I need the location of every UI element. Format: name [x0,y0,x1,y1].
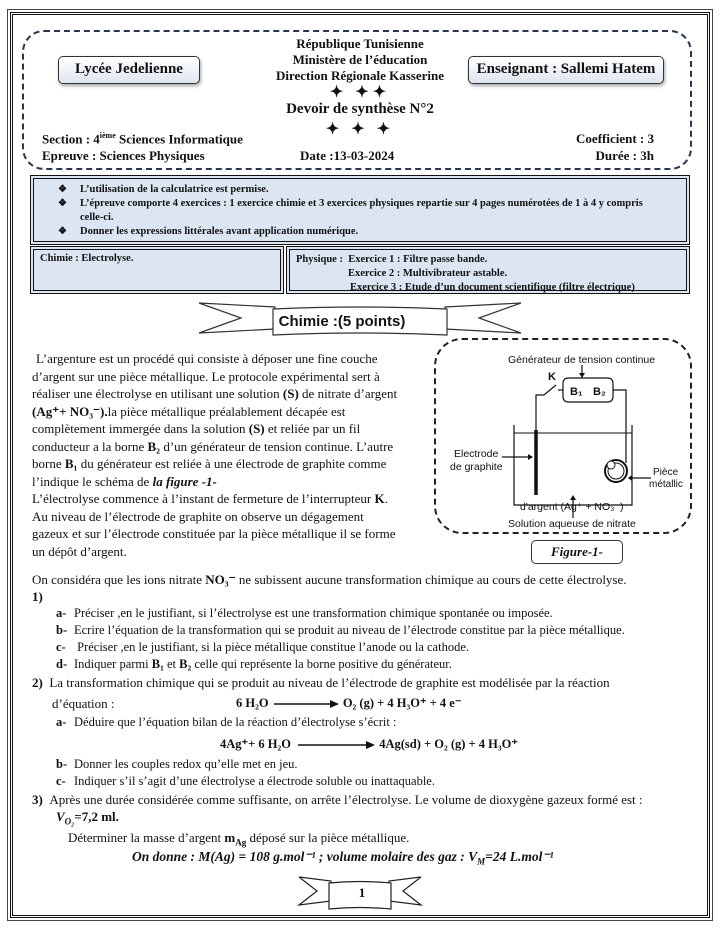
switch-label: K [548,371,556,383]
physics-exercise-1: Physique : Exercice 1 : Filtre passe bande. [296,254,488,265]
section-info: Section : 4ième Sciences Informatique [42,131,243,147]
chemistry-section-title: Chimie :(5 points) [278,313,406,330]
diamond-bullet-icon: ❖ [58,184,67,195]
chemistry-topic: Chimie : Electrolyse. [30,246,284,294]
physics-exercise-2: Exercice 2 : Multivibrateur astable. [348,268,508,279]
figure-caption: Figure-1- [531,540,623,564]
ministry-name: Ministère de l’éducation [292,52,428,67]
question-3-task: Déterminer la masse d’argent $m_{Ag}$ déposé sur la pièce métallique. [68,830,410,848]
electrode-label: Electrode [454,448,499,460]
piece-label: métallic [649,479,683,490]
physics-topics [286,246,690,294]
solution-label: Solution aqueuse de nitrate [508,518,636,530]
question-1a: a- Préciser ,en le justifiant, si l’électrolyse est une transformation chimique spontanée ou imposée. [56,606,553,620]
reaction-arrow-icon [294,740,376,750]
question-1-number: 1) [32,589,43,604]
overall-equation: 4Ag⁺+ 6 H₂O 4Ag(sd) + O₂ (g) + 4 H₃O⁺ [220,737,518,751]
solution-label: d'argent (Ag⁺ + NO₃⁻) [520,501,624,513]
instruction-item: ❖ L’épreuve comporte 4 exercices : 1 exercice chimie et 3 exercices physiques repartie sur 4 pages numérotées de 1 à 4 y compris celle-ci. [58,198,643,223]
instruction-item: ❖ L’utilisation de la calculatrice est permise. [58,184,269,195]
question-1c: c- Préciser ,en le justifiant, si la pièce métallique constitue l’anode ou la cathode. [56,640,470,654]
teacher-name-box: Enseignant : Sallemi Hatem [468,56,664,84]
question-2a: a- Déduire que l’équation bilan de la réaction d’électrolyse s’écrit : [56,715,397,729]
half-equation: 6 H₂O O₂ (g) + 4 H₃O⁺ + 4 e⁻ [236,696,462,710]
nitrate-statement: On considéra que les ions nitrate NO₃⁻ ne subissent aucune transformation chimique au cours de cette électrolyse. [32,572,627,587]
regional-direction: Direction Régionale Kasserine [275,68,444,83]
electrode-label: de graphite [450,461,503,473]
given-data: On donne : M(Ag) = 108 g.mol⁻¹ ; volume molaire des gaz : $V_M=24$ L.mol⁻¹ [132,849,554,867]
question-2c: c- Indiquer s’il s’agit d’une électrolyse a électrode soluble ou inattaquable. [56,774,435,788]
stars-decoration-icon: ✦ ✦✦ [329,84,391,101]
terminal-b2: B₂ [593,386,606,398]
institution-block [220,36,500,84]
terminal-b1: B₁ [570,386,583,398]
instructions-box [30,175,690,245]
piece-label: Pièce [653,467,679,478]
school-name-box: Lycée Jedelienne [58,56,200,84]
exam-date: Date :13-03-2024 [300,148,395,163]
duration: Durée : 3h [595,148,654,163]
equation-label: d’équation : [52,696,115,711]
reaction-arrow-icon [272,699,340,709]
diamond-bullet-icon: ❖ [58,226,67,237]
generator-label: Générateur de tension continue [508,354,656,366]
exam-title: Devoir de synthèse N°2 [286,101,434,117]
diamond-bullet-icon: ❖ [58,198,67,209]
intro-paragraph: L’argenture est un procédé qui consiste à déposer une fine couche d’argent sur une pièce métallique. Le protocole expérimental sert à réaliser une électrolyse en utilisant une solution (S) de nitrate d’argent (Ag⁺+ NO₃⁻).la pièce métallique préalablement décapée est complètement immergée dans la solution (S) et reliée par un fil conducteur a la borne B₂ d’un générateur de tension continue. L’autre borne B₁ du générateur est reliée à une électrode de graphite comme l’indique le schéma de la figure -1- L’électrolyse commence à l’instant de fermeture de l’interrupteur K. Au niveau de l’électrode de graphite on observe un dégagement gazeux et sur l’électrode constituée par la pièce métallique il se forme un dépôt d’argent. [32,351,398,559]
page-number: 1 [358,885,366,900]
question-3: 3) Après une durée considérée comme suffisante, on arrête l’électrolyse. Le volume de dioxygène gazeux formé est : [32,792,643,807]
physics-exercise-3: Exercice 3 : Etude d’un document scientifique (filtre électrique) [350,282,635,293]
question-2b: b- Donner les couples redox qu’elle met en jeu. [56,757,298,771]
country-name: République Tunisienne [296,36,424,51]
question-1b: b- Ecrire l’équation de la transformation qui se produit au niveau de l’électrode constitue par la pièce métallique. [56,623,625,637]
subject-info: Epreuve : Sciences Physiques [42,148,205,163]
oxygen-volume: $V_{O_2}=7,2$ ml. [56,809,119,827]
question-1d: d- Indiquer parmi B₁ et B₂ celle qui représente la borne positive du générateur. [56,657,452,671]
instruction-item: ❖ Donner les expressions littérales avant application numérique. [58,226,359,237]
stars-decoration-icon: ✦ ✦ ✦ [325,121,395,138]
coefficient: Coefficient : 3 [576,131,654,146]
question-2: 2) La transformation chimique qui se produit au niveau de l’électrode de graphite est modélisée par la réaction [32,675,610,690]
